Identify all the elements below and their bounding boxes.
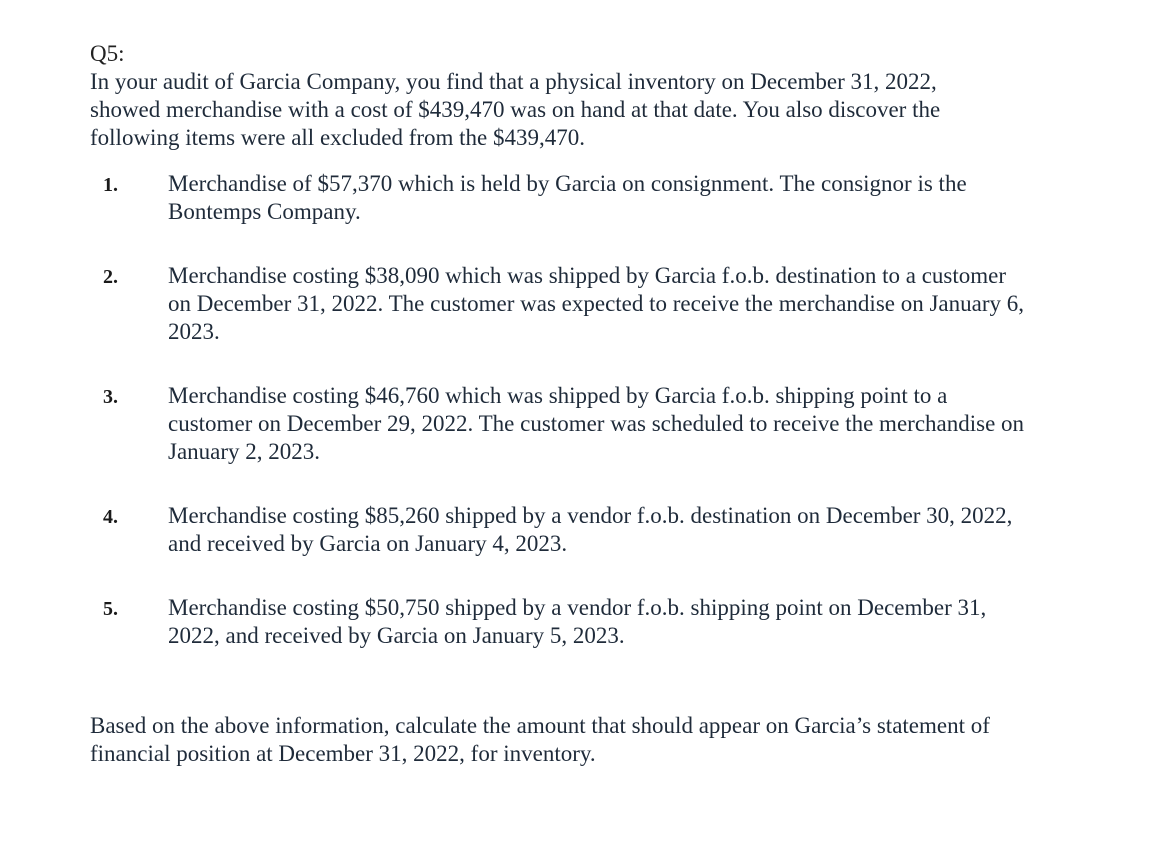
item-number: 2.: [103, 266, 118, 288]
item-number: 1.: [103, 174, 118, 196]
item-number: 4.: [103, 506, 118, 528]
item-text: Merchandise of $57,370 which is held by Garcia on consignment. The consignor is the Bontemps Company.: [168, 171, 967, 224]
question-intro: In your audit of Garcia Company, you find that a physical inventory on December 31, 2022, showed merchandise with a cost of $439,470 was on hand at that date. You also discover the following items were all excluded from the $439,470.: [90, 69, 941, 150]
item-text: Merchandise costing $50,750 shipped by a vendor f.o.b. shipping point on December 31, 2022, and received by Garcia on January 5, 2023.: [168, 595, 987, 648]
item-number: 5.: [103, 598, 118, 620]
question-conclusion: Based on the above information, calculate the amount that should appear on Garcia’s statement of financial position at December 31, 2022, for inventory.: [90, 713, 990, 766]
item-text: Merchandise costing $46,760 which was shipped by Garcia f.o.b. shipping point to a customer on December 29, 2022. The customer was scheduled to receive the merchandise on January 2, 2023.: [168, 383, 1025, 464]
question-label: Q5:: [90, 41, 125, 66]
item-number: 3.: [103, 386, 118, 408]
item-text: Merchandise costing $38,090 which was shipped by Garcia f.o.b. destination to a customer on December 31, 2022. The customer was expected to receive the merchandise on January 6, 2023.: [168, 263, 1025, 344]
item-text: Merchandise costing $85,260 shipped by a vendor f.o.b. destination on December 30, 2022, and received by Garcia on January 4, 2023.: [168, 503, 1013, 556]
